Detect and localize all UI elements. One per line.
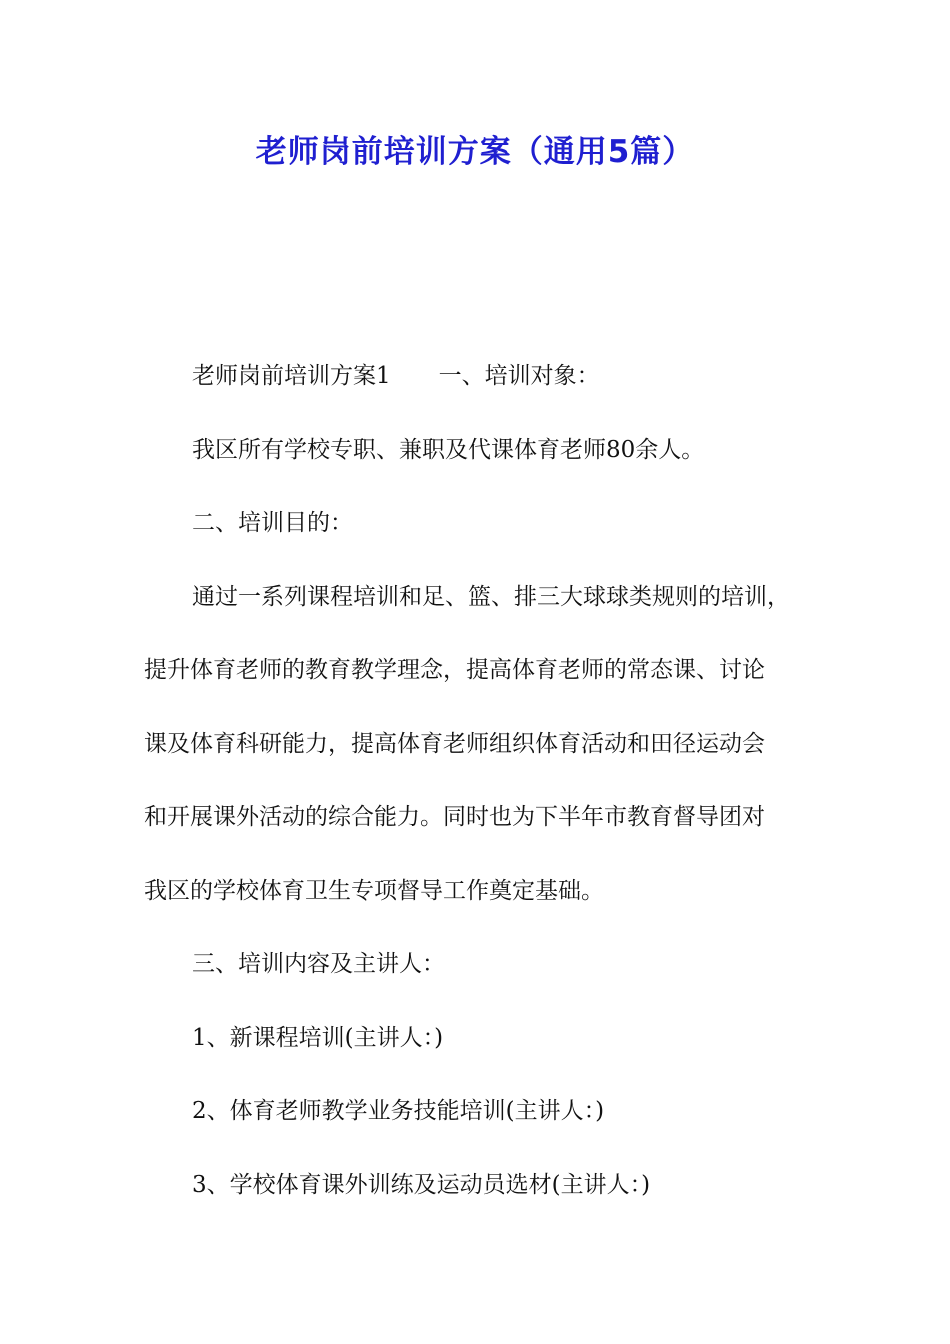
list-item-new-curriculum: 1、新课程培训(主讲人：): [192, 1024, 444, 1051]
section-training-content: 三、培训内容及主讲人：: [192, 951, 445, 977]
paragraph-plan-heading: [144, 340, 824, 414]
purpose-line-2: 提升体育老师的教育教学理念，提高体育老师的常态课、讨论: [144, 657, 765, 683]
document-title: 老师岗前培训方案（通用5篇）: [255, 134, 695, 170]
section-training-purpose: 二、培训目的：: [192, 510, 353, 536]
section-training-target: 一、培训对象：: [438, 363, 600, 389]
purpose-line-5: 我区的学校体育卫生专项督导工作奠定基础。: [144, 877, 604, 904]
document-body: [144, 340, 824, 1222]
paragraph-training-purpose: [144, 561, 824, 929]
paragraph-training-target: 我区所有学校专职、兼职及代课体育老师80余人。: [192, 436, 705, 463]
purpose-line-3: 课及体育科研能力，提高体育老师组织体育活动和田径运动会: [144, 730, 765, 757]
purpose-line-1: 通过一系列课程培训和足、篮、排三大球球类规则的培训，: [192, 583, 790, 610]
list-item-extracurricular-training: 3、学校体育课外训练及运动员选材(主讲人：): [192, 1171, 651, 1198]
plan-heading-label: 老师岗前培训方案1: [192, 363, 391, 389]
purpose-line-4: 和开展课外活动的综合能力。同时也为下半年市教育督导团对: [144, 804, 765, 830]
list-item-teaching-skills: 2、体育老师教学业务技能培训(主讲人：): [192, 1098, 605, 1124]
